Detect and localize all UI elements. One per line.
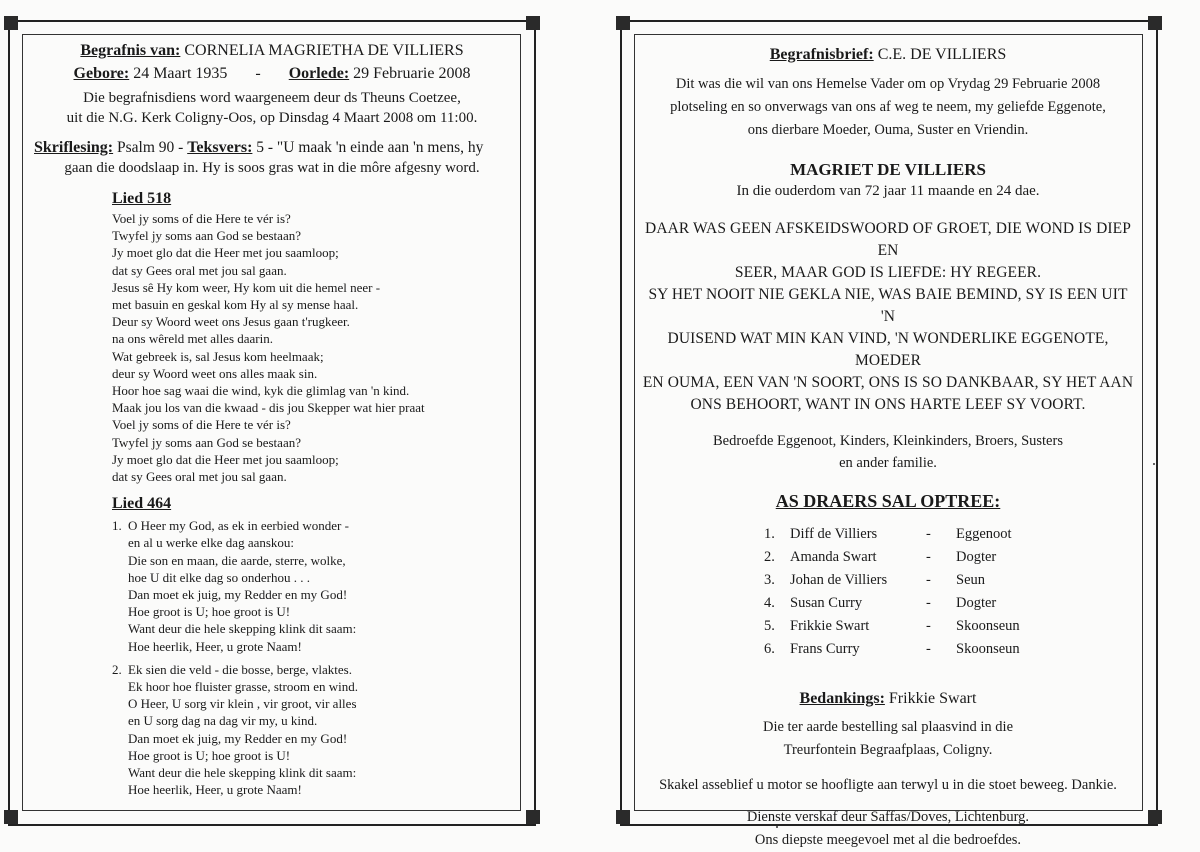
service-line: uit die N.G. Kerk Coligny-Oos, op Dinsdag 4 Maart 2008 om 11:00. <box>66 110 478 126</box>
row-separator: - <box>926 595 931 611</box>
bedankings-label: Bedankings: <box>799 690 885 707</box>
row-relation: Skoonseun <box>956 618 1020 634</box>
family-line: Bedroefde Eggenoot, Kinders, Kleinkinders, Broers, Susters <box>713 433 1063 449</box>
lyric-line: en U sorg dag na dag vir my, u kind. <box>128 713 318 729</box>
lyric-line: Ek hoor hoe fluister grasse, stroom en wind. <box>128 679 358 695</box>
corner-ornament <box>4 16 18 30</box>
bedankings-value: Frikkie Swart <box>888 690 977 707</box>
row-number: 3. <box>764 572 775 588</box>
corner-ornament <box>1148 810 1162 824</box>
row-relation: Dogter <box>956 595 997 611</box>
row-separator: - <box>926 572 931 588</box>
skriflesing-label: Skriflesing: <box>34 139 114 156</box>
dates-separator: - <box>255 65 261 82</box>
row-relation: Seun <box>956 572 985 588</box>
lyric-line: Hoe groot is U; hoe groot is U! <box>128 747 291 763</box>
verse <box>112 661 510 799</box>
skriflesing-value: Psalm 90 <box>117 139 175 156</box>
lied-518-title: Lied 518 <box>112 190 172 207</box>
lied-464-lyrics <box>112 517 510 798</box>
brief-heading <box>642 44 1134 66</box>
brief-value: C.E. DE VILLIERS <box>877 46 1007 63</box>
scripture-separator: - <box>178 139 184 156</box>
row-separator: - <box>926 526 931 542</box>
row-separator: - <box>926 618 931 634</box>
lyric-line: dat sy Gees oral met jou sal gaan. <box>112 469 287 485</box>
scan-speck <box>776 826 778 828</box>
burial-text <box>642 716 1134 762</box>
service-line: Die begrafnisdiens word waargeneem deur ds Theuns Coetzee, <box>83 90 461 106</box>
corner-ornament <box>4 810 18 824</box>
poem-line: SEER, MAAR GOD IS LIEFDE: HY REGEER. <box>734 264 1042 281</box>
lyric-line: met basuin en geskal kom Hy al sy mense haal. <box>112 297 359 313</box>
lyric-line: Dan moet ek juig, my Redder en my God! <box>128 730 348 746</box>
closing-line: Ons diepste meegevoel met al die bedroefdes. <box>754 832 1022 848</box>
gebore-value: 24 Maart 1935 <box>133 65 228 82</box>
lyric-line: Hoe heerlik, Heer, u grote Naam! <box>128 782 302 798</box>
lights-notice: Skakel asseblief u motor se hoofligte aan terwyl u in die stoet beweeg. Dankie. <box>659 777 1117 793</box>
bedankings-line <box>642 688 1134 710</box>
age-line: In die ouderdom van 72 jaar 11 maande en 24 dae. <box>736 183 1040 199</box>
table-row <box>764 615 1020 638</box>
lyric-line: na ons wêreld met alles daarin. <box>112 331 273 347</box>
family-text <box>642 430 1134 474</box>
begrafnis-label: Begrafnis van: <box>80 42 181 59</box>
corner-ornament <box>526 16 540 30</box>
burial-line: Die ter aarde bestelling sal plaasvind in die <box>762 719 1014 735</box>
table-row <box>764 592 1020 615</box>
gebore-label: Gebore: <box>73 65 130 82</box>
lyric-line: Deur sy Woord weet ons Jesus gaan t'rugkeer. <box>112 314 350 330</box>
corner-ornament <box>1148 16 1162 30</box>
lyric-line: dat sy Gees oral met jou sal gaan. <box>112 262 287 278</box>
row-name: Susan Curry <box>790 595 863 611</box>
brief-label: Begrafnisbrief: <box>769 46 874 63</box>
deceased-heading <box>34 40 510 62</box>
dates-line <box>34 63 510 85</box>
lyric-line: Hoe groot is U; hoe groot is U! <box>128 604 291 620</box>
lyric-line: en al u werke elke dag aanskou: <box>128 535 295 551</box>
intro-line: ons dierbare Moeder, Ouma, Suster en Vriendin. <box>747 122 1029 138</box>
lyric-line: Jesus sê Hy kom weer, Hy kom uit die hemel neer - <box>112 279 381 295</box>
intro-line: Dit was die wil van ons Hemelse Vader om op Vrydag 29 Februarie 2008 <box>675 76 1101 92</box>
row-number: 6. <box>764 641 775 657</box>
oorlede-value: 29 Februarie 2008 <box>353 65 471 82</box>
teksvers-continuation: gaan die doodslaap in. Hy is soos gras wat in die môre afgesny word. <box>64 160 480 176</box>
row-number: 2. <box>764 549 775 565</box>
verse-number: 2. <box>112 661 122 677</box>
row-name: Frikkie Swart <box>790 618 870 634</box>
lyric-line: Twyfel jy soms aan God se bestaan? <box>112 434 301 450</box>
lyric-line: Jy moet glo dat die Heer met jou saamloop; <box>112 245 339 261</box>
lyric-line: Ek sien die veld - die bosse, berge, vlaktes. <box>128 661 352 677</box>
row-name: Amanda Swart <box>790 549 877 565</box>
left-page <box>0 0 560 848</box>
closing-text <box>642 806 1134 852</box>
row-name: Diff de Villiers <box>790 526 878 542</box>
deceased-name: CORNELIA MAGRIETHA DE VILLIERS <box>184 42 464 59</box>
deceased-name-heading: MAGRIET DE VILLIERS <box>790 160 986 179</box>
teksvers-label: Teksvers: <box>187 139 253 156</box>
corner-ornament <box>526 810 540 824</box>
teksvers-value: 5 - "U maak 'n einde aan 'n mens, hy <box>256 139 484 156</box>
burial-line: Treurfontein Begraafplaas, Coligny. <box>783 742 993 758</box>
table-row <box>764 546 1020 569</box>
poem-line: SY HET NOOIT NIE GEKLA NIE, WAS BAIE BEMIND, SY IS EEN UIT 'N <box>648 286 1128 325</box>
lyric-line: Wat gebreek is, sal Jesus kom heelmaak; <box>112 348 324 364</box>
poem-line: DUISEND WAT MIN KAN VIND, 'N WONDERLIKE EGGENOTE, MOEDER <box>667 330 1109 369</box>
poem-line: EN OUMA, EEN VAN 'N SOORT, ONS IS SO DANKBAAR, SY HET AAN <box>642 374 1134 391</box>
corner-ornament <box>616 810 630 824</box>
service-details <box>34 88 510 128</box>
intro-line: plotseling en so onverwags van ons af weg te neem, my geliefde Eggenote, <box>670 99 1106 115</box>
draers-title: AS DRAERS SAL OPTREE: <box>775 491 1001 511</box>
right-content <box>642 44 1134 852</box>
left-content <box>34 40 510 799</box>
lyric-line: Maak jou los van die kwaad - dis jou Skepper wat hier praat <box>112 400 425 416</box>
corner-ornament <box>616 16 630 30</box>
lyric-line: Twyfel jy soms aan God se bestaan? <box>112 228 301 244</box>
row-number: 1. <box>764 526 775 542</box>
lied-518-lyrics <box>112 210 510 485</box>
row-separator: - <box>926 549 931 565</box>
intro-text <box>642 73 1134 142</box>
oorlede-label: Oorlede: <box>288 65 350 82</box>
lyric-line: Want deur die hele skepping klink dit saam: <box>128 621 357 637</box>
lyric-line: hoe U dit elke dag so onderhou . . . <box>128 569 310 585</box>
lyric-line: O Heer, U sorg vir klein , vir groot, vir alles <box>128 696 357 712</box>
scan-speck <box>1153 463 1155 465</box>
row-number: 4. <box>764 595 775 611</box>
verse <box>112 517 510 655</box>
right-page <box>612 0 1200 848</box>
lyric-line: Want deur die hele skepping klink dit saam: <box>128 765 357 781</box>
lied-518 <box>112 190 510 799</box>
pallbearers-table <box>764 523 1020 661</box>
lyric-line: Hoor hoe sag waai die wind, kyk die glimlag van 'n kind. <box>112 383 410 399</box>
poem-line: DAAR WAS GEEN AFSKEIDSWOORD OF GROET, DIE WOND IS DIEP EN <box>645 220 1131 259</box>
lyric-line: O Heer my God, as ek in eerbied wonder - <box>128 518 349 534</box>
lyric-line: Dan moet ek juig, my Redder en my God! <box>128 587 348 603</box>
lyric-line: Voel jy soms of die Here te vér is? <box>112 211 291 226</box>
table-row <box>764 638 1020 661</box>
poem-line: ONS BEHOORT, WANT IN ONS HARTE LEEF SY VOORT. <box>690 396 1086 413</box>
lyric-line: Jy moet glo dat die Heer met jou saamloop; <box>112 451 339 467</box>
lyric-line: deur sy Woord weet ons alles maak sin. <box>112 365 318 381</box>
row-relation: Dogter <box>956 549 997 565</box>
row-name: Johan de Villiers <box>790 572 888 588</box>
row-separator: - <box>926 641 931 657</box>
verse-number: 1. <box>112 518 122 534</box>
closing-line: Dienste verskaf deur Saffas/Doves, Lichtenburg. <box>746 809 1030 825</box>
table-row <box>764 569 1020 592</box>
lyric-line: Hoe heerlik, Heer, u grote Naam! <box>128 638 302 654</box>
row-relation: Eggenoot <box>956 526 1012 542</box>
row-relation: Skoonseun <box>956 641 1020 657</box>
lied-464-title: Lied 464 <box>112 495 172 513</box>
poem-text <box>642 218 1134 416</box>
scripture-line <box>34 138 510 158</box>
table-row <box>764 523 1020 546</box>
family-line: en ander familie. <box>839 455 937 471</box>
lyric-line: Die son en maan, die aarde, sterre, wolke, <box>128 552 346 568</box>
row-number: 5. <box>764 618 775 634</box>
lyric-line: Voel jy soms of die Here te vér is? <box>112 417 291 433</box>
row-name: Frans Curry <box>790 641 860 657</box>
